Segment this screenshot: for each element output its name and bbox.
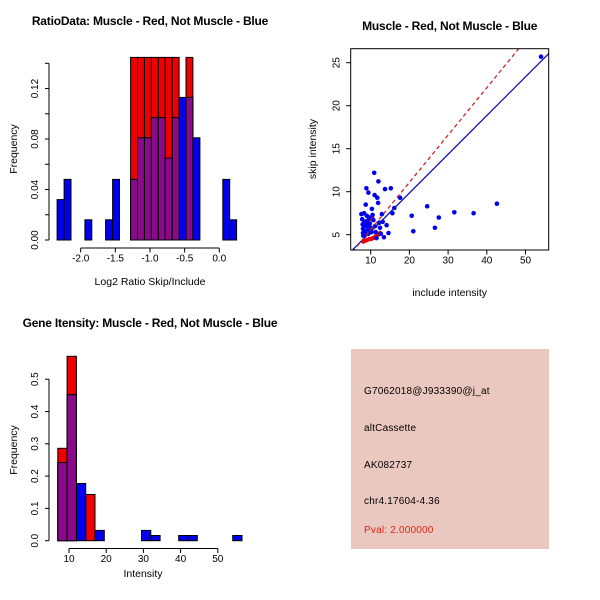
not-muscle-point — [364, 186, 369, 191]
y-tick-label: 0.08 — [30, 129, 41, 149]
event-type-text: altCassette — [364, 423, 417, 434]
not-muscle-point — [409, 214, 414, 219]
x-tick-label: -2.0 — [72, 253, 90, 265]
not-muscle-point — [379, 232, 384, 237]
x-tick-label: 30 — [442, 255, 454, 267]
x-tick-label: 10 — [63, 554, 75, 565]
not-muscle-point — [373, 230, 378, 235]
y-axis-title: Frequency — [8, 124, 20, 174]
ratio-hist-panel — [8, 14, 269, 288]
accession-text: AK082737 — [364, 460, 413, 471]
x-axis-title: Log2 Ratio Skip/Include — [94, 276, 206, 288]
x-tick-label: 20 — [403, 255, 415, 267]
overlap-histogram-bar — [186, 97, 193, 240]
not-muscle-point — [375, 195, 380, 200]
not-muscle-point — [425, 204, 430, 209]
not-muscle-point — [383, 187, 388, 192]
x-axis-title: Intensity — [123, 568, 163, 580]
blue-histogram-bar — [76, 484, 85, 541]
not-muscle-point — [539, 54, 544, 59]
y-tick-label: 0.04 — [30, 179, 41, 200]
not-muscle-point — [384, 223, 389, 228]
y-tick-label: 0.3 — [30, 436, 41, 451]
chart-title: Gene Itensity: Muscle - Red, Not Muscle - Blue — [22, 316, 278, 330]
blue-histogram-bar — [151, 536, 160, 541]
not-muscle-point — [433, 226, 438, 231]
not-muscle-point — [366, 190, 371, 195]
not-muscle-fit-line — [351, 53, 549, 251]
overlap-histogram-bar — [172, 118, 179, 240]
chart-title: RatioData: Muscle - Red, Not Muscle - Blue — [31, 14, 269, 28]
x-axis — [365, 250, 531, 267]
overlap-histogram-bar — [58, 463, 67, 541]
y-tick-label: 5 — [331, 231, 343, 238]
blue-histogram-bar — [142, 530, 151, 540]
not-muscle-point — [371, 218, 376, 223]
not-muscle-point — [378, 226, 383, 231]
x-tick-label: 0.0 — [212, 253, 227, 265]
blue-histogram-bar — [223, 179, 230, 240]
not-muscle-point — [380, 212, 385, 217]
overlap-histogram-bar — [131, 179, 138, 240]
not-muscle-point — [386, 231, 391, 236]
plot-box — [351, 49, 549, 250]
blue-histogram-bar — [95, 530, 104, 540]
not-muscle-point — [452, 210, 457, 215]
x-tick-label: 10 — [365, 255, 377, 267]
histogram-bars — [58, 356, 242, 540]
info-panel — [351, 349, 549, 549]
overlap-histogram-bar — [158, 118, 165, 240]
not-muscle-point — [372, 171, 377, 176]
chart-title: Muscle - Red, Not Muscle - Blue — [362, 19, 538, 33]
y-tick-label: 0.12 — [30, 78, 41, 99]
not-muscle-point — [376, 179, 381, 184]
y-tick-label: 15 — [331, 143, 343, 155]
blue-histogram-bar — [64, 179, 71, 240]
y-axis-title: Frequency — [8, 425, 20, 475]
blue-histogram-bar — [106, 220, 113, 240]
x-tick-label: -1.5 — [106, 253, 124, 265]
x-axis — [63, 549, 223, 566]
not-muscle-point — [437, 215, 442, 220]
y-axis-title: skip intensity — [307, 118, 319, 180]
not-muscle-point — [376, 201, 381, 206]
blue-histogram-bar — [193, 138, 200, 240]
y-tick-label: 0.5 — [30, 372, 41, 387]
overlap-histogram-bar — [67, 395, 76, 541]
not-muscle-point — [370, 213, 375, 218]
blue-histogram-bar — [57, 200, 64, 240]
not-muscle-point — [471, 211, 476, 216]
y-axis — [30, 372, 49, 548]
overlap-histogram-bar — [138, 138, 145, 240]
x-tick-label: 40 — [481, 255, 493, 267]
overlap-histogram-bar — [145, 138, 152, 240]
not-muscle-point — [495, 201, 500, 206]
pval-text: Pval: 2.000000 — [364, 525, 434, 536]
x-tick-label: 50 — [212, 554, 224, 565]
overlap-histogram-bar — [165, 158, 172, 240]
x-tick-label: 20 — [100, 554, 112, 565]
blue-histogram-bar — [113, 179, 120, 240]
not-muscle-point — [363, 202, 368, 207]
blue-histogram-bar — [188, 536, 197, 541]
scatter-panel — [307, 19, 549, 299]
scatter-plot-area — [351, 49, 549, 252]
x-tick-label: 50 — [519, 255, 532, 267]
x-axis — [72, 248, 227, 265]
probe-id-text: G7062018@J933390@j_at — [364, 386, 490, 397]
y-axis — [30, 63, 49, 249]
histogram-bars — [57, 57, 237, 240]
not-muscle-point — [368, 221, 373, 226]
x-tick-label: 40 — [175, 554, 187, 565]
not-muscle-point — [370, 207, 375, 212]
not-muscle-point — [382, 235, 387, 240]
y-tick-label: 10 — [331, 186, 343, 198]
blue-histogram-bar — [179, 536, 188, 541]
blue-histogram-bar — [230, 220, 237, 240]
y-tick-label: 0.0 — [30, 533, 41, 548]
blue-histogram-bar — [85, 220, 92, 240]
blue-histogram-bar — [179, 97, 186, 240]
y-tick-label: 0.1 — [30, 501, 41, 516]
blue-histogram-bar — [233, 536, 242, 541]
x-axis-title: include intensity — [412, 287, 488, 299]
not-muscle-point — [411, 229, 416, 234]
red-histogram-bar — [86, 495, 95, 541]
x-tick-label: 30 — [137, 554, 149, 565]
y-tick-label: 0.2 — [30, 469, 41, 484]
gene-hist-panel — [8, 316, 278, 580]
locus-text: chr4.17604-4.36 — [364, 496, 440, 507]
y-tick-label: 20 — [331, 100, 343, 112]
overlap-histogram-bar — [151, 118, 158, 240]
not-muscle-point — [374, 236, 379, 241]
not-muscle-point — [389, 186, 394, 191]
y-tick-label: 0.4 — [30, 404, 41, 419]
x-tick-label: -1.0 — [141, 253, 159, 265]
y-axis — [332, 57, 351, 238]
y-tick-label: 25 — [331, 57, 343, 69]
y-tick-label: 0.00 — [30, 230, 41, 250]
x-tick-label: -0.5 — [176, 253, 194, 265]
